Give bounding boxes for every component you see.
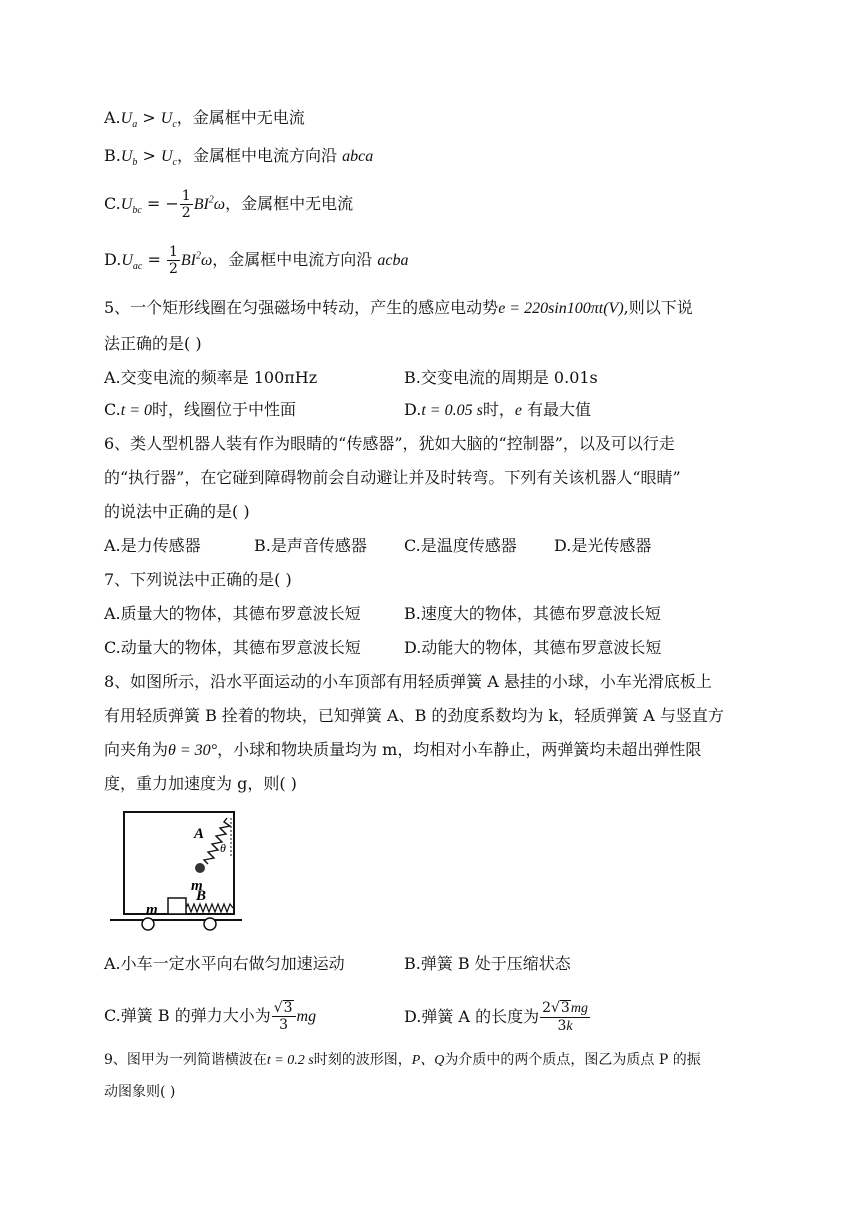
q5-option-a: A.交变电流的频率是 100πHz <box>104 368 318 387</box>
q7-stem: 7、下列说法中正确的是( ) <box>104 570 292 589</box>
label-b: B <box>196 888 207 904</box>
q6-stem-line1: 6、类人型机器人装有作为眼睛的“传感器”，犹如大脑的“控制器”，以及可以行走 <box>104 434 675 453</box>
q8-option-d: D.弹簧 A 的长度为 2√ 3 mg 3k <box>404 1000 588 1034</box>
spring-b <box>186 904 233 912</box>
q8-stem-line3: 向夹角为θ = 30°，小球和物块质量均为 m，均相对小车静止，两弹簧均未超出弹性限 <box>104 740 702 759</box>
q4-option-d: $D.U_{ac}$ = $\frac{1}{2}$ $BI^2\omega$，金属框中电流方向沿 acba <box>104 244 409 277</box>
q7-option-d: D.动能大的物体，其德布罗意波长短 <box>404 638 662 657</box>
label-m-ball: m <box>191 878 203 894</box>
q8-option-c: C.弹簧 B 的弹力大小为 √ 3 3 mg <box>104 1000 317 1033</box>
q8-stem-line1: 8、如图所示，沿水平面运动的小车顶部有用轻质弹簧 A 悬挂的小球，小车光滑底板上 <box>104 672 712 691</box>
spring-a <box>204 818 230 864</box>
block <box>168 898 186 914</box>
q6-option-b: B.是声音传感器 <box>254 536 367 555</box>
q8-option-a: A.小车一定水平向右做匀加速运动 <box>104 954 345 973</box>
q5-stem-line2: 法正确的是( ) <box>104 334 202 353</box>
q6-stem-line3: 的说法中正确的是( ) <box>104 502 250 521</box>
ball <box>195 863 205 873</box>
q5-stem-line1: 5、一个矩形线圈在匀强磁场中转动，产生的感应电动势e = 220sin100πt(V),则以下说 <box>104 298 693 317</box>
q4-option-a: $A.U_a > U_c$，金属框中无电流 <box>104 108 305 131</box>
wheel-left <box>142 918 154 930</box>
q4-option-c: $C.U_{bc}$ = − $\frac{1}{2}$ $BI^2\omega$，金属框中无电流 <box>104 188 354 221</box>
q9-stem-line2: 动图象则( ) <box>104 1084 176 1100</box>
q5-option-c: C.t = 0时，线圈位于中性面 <box>104 400 297 419</box>
q6-option-a: A.是力传感器 <box>104 536 201 555</box>
q4-option-b: $B.U_b > U_c$，金属框中电流方向沿 abca <box>104 146 374 169</box>
q8-stem-line2: 有用轻质弹簧 B 拴着的物块，已知弹簧 A、B 的劲度系数均为 k，轻质弹簧 A 与竖直方 <box>104 706 724 725</box>
q5-option-b: B.交变电流的周期是 0.01s <box>404 368 598 387</box>
q7-option-c: C.动量大的物体，其德布罗意波长短 <box>104 638 361 657</box>
label-theta: θ <box>220 841 226 855</box>
label-a: A <box>194 826 205 842</box>
q6-option-c: C.是温度传感器 <box>404 536 517 555</box>
wheel-right <box>204 918 216 930</box>
q8-stem-line4: 度，重力加速度为 g，则( ) <box>104 774 297 793</box>
label-m-block: m <box>146 902 158 918</box>
q6-option-d: D.是光传感器 <box>554 536 652 555</box>
q7-option-a: A.质量大的物体，其德布罗意波长短 <box>104 604 361 623</box>
q6-stem-line2: 的“执行器”，在它碰到障碍物前会自动避让并及时转弯。下列有关该机器人“眼睛” <box>104 468 681 487</box>
q8-cart-figure <box>108 808 244 938</box>
q9-stem-line1: 9、图甲为一列简谐横波在t = 0.2 s时刻的波形图，P、Q为介质中的两个质点，图乙为质点 P 的振 <box>104 1052 701 1068</box>
q5-option-d: D.t = 0.05 s时，e 有最大值 <box>404 400 592 419</box>
q8-option-b: B.弹簧 B 处于压缩状态 <box>404 954 571 973</box>
q7-option-b: B.速度大的物体，其德布罗意波长短 <box>404 604 661 623</box>
